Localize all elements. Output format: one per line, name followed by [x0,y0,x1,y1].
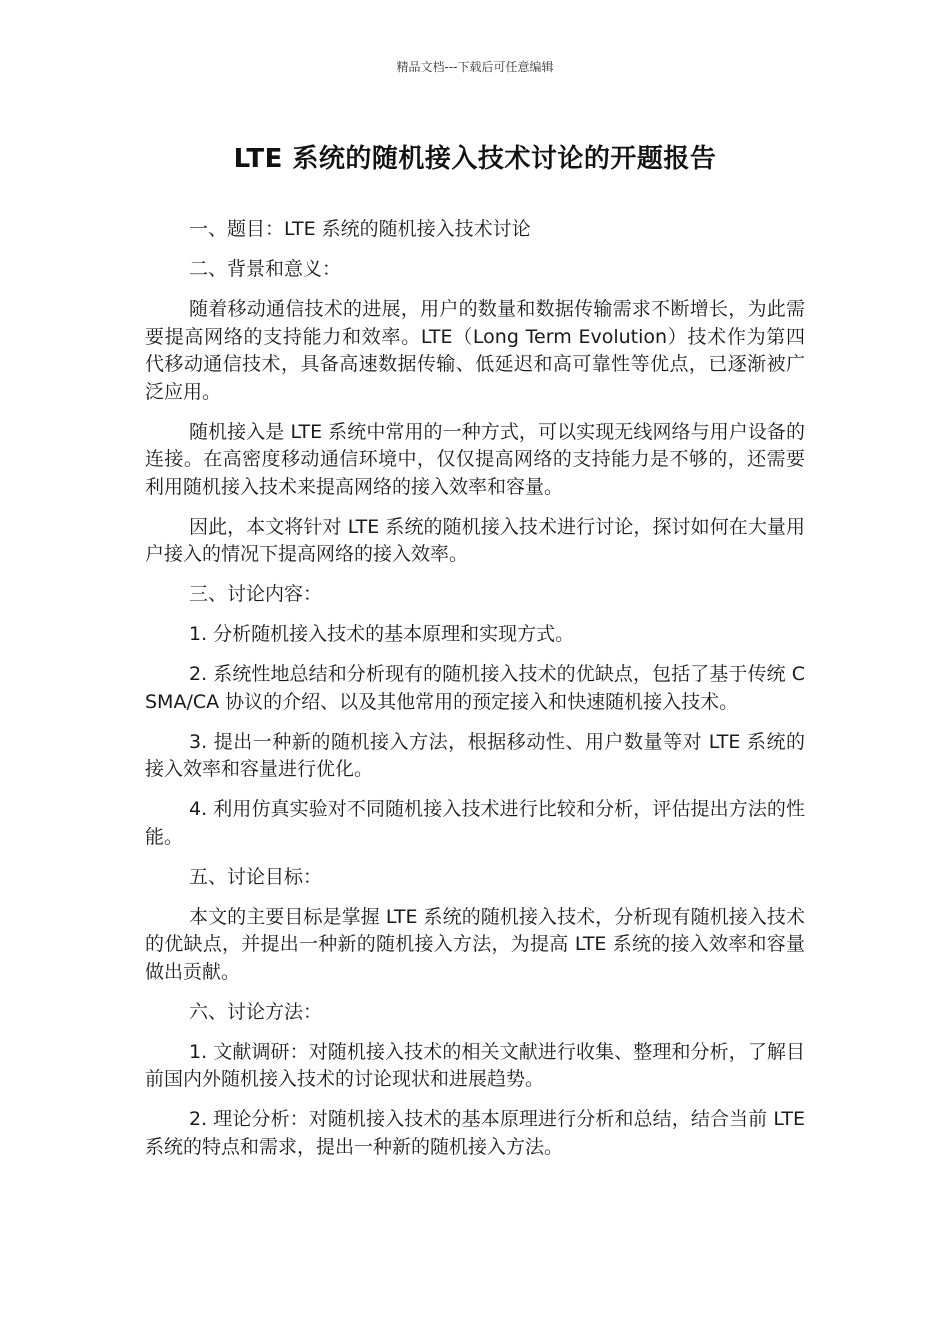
paragraph-background-3: 因此，本文将针对 LTE 系统的随机接入技术进行讨论，探讨如何在大量用户接入的情况下提高网络的接入效率。 [145,515,805,565]
document-body [145,216,805,1174]
section-heading-content: 三、讨论内容： [189,583,323,605]
paragraph-background-1: 随着移动通信技术的进展，用户的数量和数据传输需求不断增长，为此需要提高网络的支持能力和效率。LTE（Long Term Evolution）技术作为第四代移动通信技术，具备高速数据传输、低延迟和高可靠性等优点，已逐渐被广泛应用。 [145,298,805,403]
section-heading-background: 二、背景和意义： [189,258,342,280]
list-item-content-1: 1. 分析随机接入技术的基本原理和实现方式。 [189,623,575,645]
list-item-content-4: 4. 利用仿真实验对不同随机接入技术进行比较和分析，评估提出方法的性能。 [145,798,805,848]
list-item-method-1: 1. 文献调研：对随机接入技术的相关文献进行收集、整理和分析，了解目前国内外随机接入技术的讨论现状和进展趋势。 [145,1040,805,1090]
section-heading-topic: 一、题目：LTE 系统的随机接入技术讨论 [189,218,531,240]
list-item-content-3: 3. 提出一种新的随机接入方法，根据移动性、用户数量等对 LTE 系统的接入效率和容量进行优化。 [145,730,805,780]
section-heading-goals: 五、讨论目标： [189,865,323,888]
list-item-content-2: 2. 系统性地总结和分析现有的随机接入技术的优缺点，包括了基于传统 CSMA/CA 协议的介绍、以及其他常用的预定接入和快速随机接入技术。 [145,663,805,713]
section-heading-methods: 六、讨论方法： [189,1000,323,1023]
paragraph-goals: 本文的主要目标是掌握 LTE 系统的随机接入技术，分析现有随机接入技术的优缺点，并提出一种新的随机接入方法，为提高 LTE 系统的接入效率和容量做出贡献。 [145,905,805,983]
document-title: LTE 系统的随机接入技术讨论的开题报告 [233,144,717,174]
paragraph-background-2: 随机接入是 LTE 系统中常用的一种方式，可以实现无线网络与用户设备的连接。在高密度移动通信环境中，仅仅提高网络的支持能力是不够的，还需要利用随机接入技术来提高网络的接入效率和容量。 [145,420,805,498]
list-item-method-2: 2. 理论分析：对随机接入技术的基本原理进行分析和总结，结合当前 LTE 系统的特点和需求，提出一种新的随机接入方法。 [145,1108,805,1158]
header-note: 精品文档---下载后可任意编辑 [396,60,554,74]
